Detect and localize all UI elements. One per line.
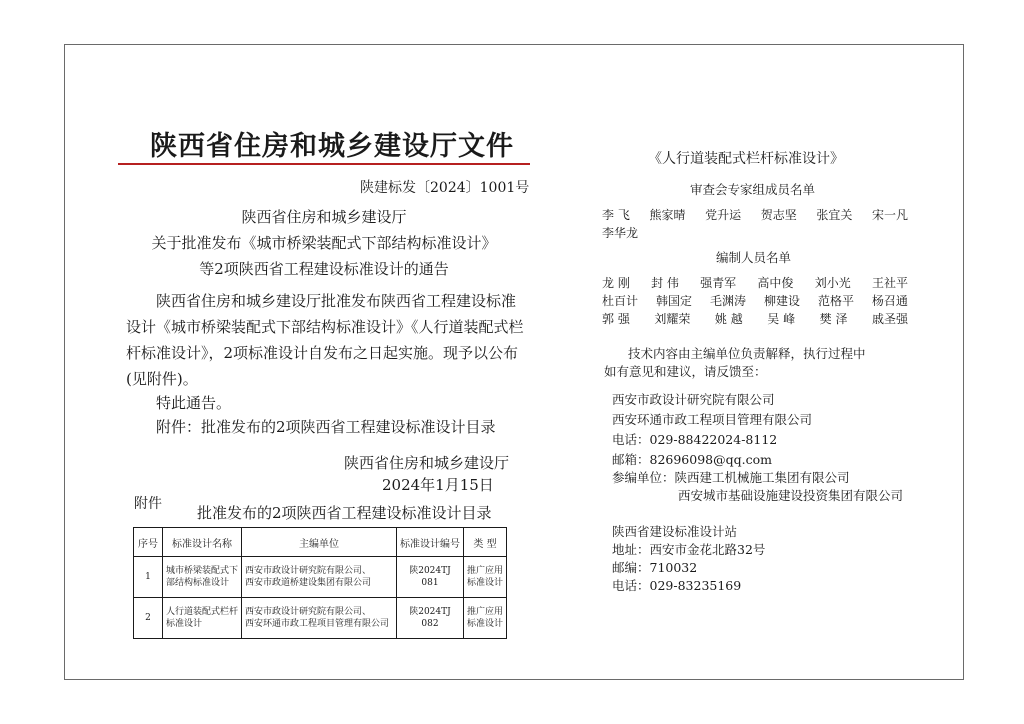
cell-type: 推广应用标准设计 [464, 557, 507, 598]
editor-name: 樊 泽 [819, 312, 848, 326]
editor-name: 杨召通 [871, 294, 908, 308]
editor-name: 柳建设 [763, 294, 800, 308]
notice-body: 陕西省住房和城乡建设厅批准发布陕西省工程建设标准设计《城市桥梁装配式下部结构标准设计》《人行道装配式栏杆标准设计》，2项标准设计自发布之日起实施。现予以公布(见附件)。 [126, 292, 524, 388]
standard-title: 《人行道装配式栏杆标准设计》 [648, 151, 844, 167]
col-header-type: 类 型 [464, 528, 507, 557]
attachment-title: 批准发布的2项陕西省工程建设标准设计目录 [197, 504, 492, 522]
member-name: 党升运 [705, 208, 742, 222]
cell-no: 1 [134, 557, 163, 598]
cell-org-line: 西安市政设计研究院有限公司、 [245, 566, 372, 576]
editor-name: 戚圣强 [871, 312, 908, 326]
cell-org-line: 西安市政设计研究院有限公司、 [245, 607, 372, 617]
review-members-row [602, 206, 908, 224]
notice-title-line-3: 等2项陕西省工程建设标准设计的通告 [199, 260, 449, 278]
editor-heading: 编制人员名单 [716, 250, 792, 265]
editor-name: 韩国定 [655, 294, 692, 308]
notice-title-line-1: 陕西省住房和城乡建设厅 [241, 208, 407, 226]
cell-org [242, 557, 397, 598]
signature-date: 2024年1月15日 [382, 476, 494, 494]
editor-name: 封 伟 [651, 276, 679, 290]
editor-name: 龙 刚 [602, 276, 630, 290]
contact-email: 邮箱：82696098@qq.com [612, 452, 772, 467]
col-header-name: 标准设计名称 [163, 528, 242, 557]
attachment-reference: 附件：批准发布的2项陕西省工程建设标准设计目录 [156, 418, 496, 436]
editor-org-2: 西安环通市政工程项目管理有限公司 [612, 412, 813, 427]
col-header-org: 主编单位 [242, 528, 397, 557]
cell-name: 城市桥梁装配式下部结构标准设计 [163, 557, 242, 598]
editor-org-1: 西安市政设计研究院有限公司 [612, 392, 775, 407]
cell-code: 陕2024TJ 082 [397, 598, 464, 639]
station-postcode: 邮编：710032 [612, 560, 698, 575]
contact-phone: 电话：029-88422024-8112 [612, 432, 778, 447]
cell-type: 推广应用标准设计 [464, 598, 507, 639]
special-notice: 特此通告。 [156, 394, 232, 412]
editor-row [602, 274, 908, 292]
review-members-row [602, 224, 908, 242]
editor-list [602, 274, 908, 328]
editor-name: 王社平 [871, 276, 908, 290]
header-red-rule [118, 163, 530, 165]
station-name: 陕西省建设标准设计站 [612, 524, 738, 539]
editor-name: 刘小光 [814, 276, 851, 290]
standards-catalog-table [133, 527, 507, 639]
editor-name: 范格平 [817, 294, 854, 308]
editor-name: 吴 峰 [767, 312, 796, 326]
table-header-row [134, 528, 507, 557]
tech-note-line-1: 技术内容由主编单位负责解释，执行过程中 [628, 346, 866, 361]
col-header-no: 序号 [134, 528, 163, 557]
editor-name: 高中俊 [757, 276, 794, 290]
member-name: 熊家晴 [649, 208, 686, 222]
editor-name: 姚 越 [714, 312, 743, 326]
co-editor-line-1: 参编单位：陕西建工机械施工集团有限公司 [612, 470, 850, 485]
editor-name: 杜百计 [602, 294, 639, 308]
co-editor-line-2: 西安城市基础设施建设投资集团有限公司 [678, 488, 904, 503]
editor-name: 郭 强 [602, 312, 630, 326]
review-members [602, 206, 908, 242]
col-header-code: 标准设计编号 [397, 528, 464, 557]
document-number: 陕建标发〔2024〕1001号 [360, 180, 530, 196]
member-name: 宋一凡 [871, 208, 908, 222]
station-phone: 电话：029-83235169 [612, 578, 742, 593]
table-row [134, 557, 507, 598]
member-name: 李华龙 [602, 226, 639, 240]
tech-note-line-2: 如有意见和建议，请反馈至： [604, 364, 767, 379]
member-name: 贺志坚 [760, 208, 797, 222]
cell-no: 2 [134, 598, 163, 639]
cell-code: 陕2024TJ 081 [397, 557, 464, 598]
table-row [134, 598, 507, 639]
cell-org [242, 598, 397, 639]
review-heading: 审查会专家组成员名单 [690, 182, 816, 197]
member-name: 李 飞 [602, 208, 630, 222]
editor-name: 毛渊涛 [709, 294, 746, 308]
agency-header: 陕西省住房和城乡建设厅文件 [150, 131, 514, 162]
editor-row [602, 292, 908, 310]
cell-org-line: 西安市政道桥建设集团有限公司 [245, 578, 372, 588]
notice-title-line-2: 关于批准发布《城市桥梁装配式下部结构标准设计》 [151, 234, 497, 252]
cell-name: 人行道装配式栏杆标准设计 [163, 598, 242, 639]
editor-name: 强青军 [700, 276, 737, 290]
station-address: 地址：西安市金花北路32号 [612, 542, 766, 557]
attachment-label: 附件 [134, 496, 162, 512]
editor-name: 刘耀荣 [654, 312, 691, 326]
editor-row [602, 310, 908, 328]
signature-org: 陕西省住房和城乡建设厅 [344, 454, 510, 472]
cell-org-line: 西安环通市政工程项目管理有限公司 [245, 619, 390, 629]
member-name: 张宜关 [816, 208, 853, 222]
